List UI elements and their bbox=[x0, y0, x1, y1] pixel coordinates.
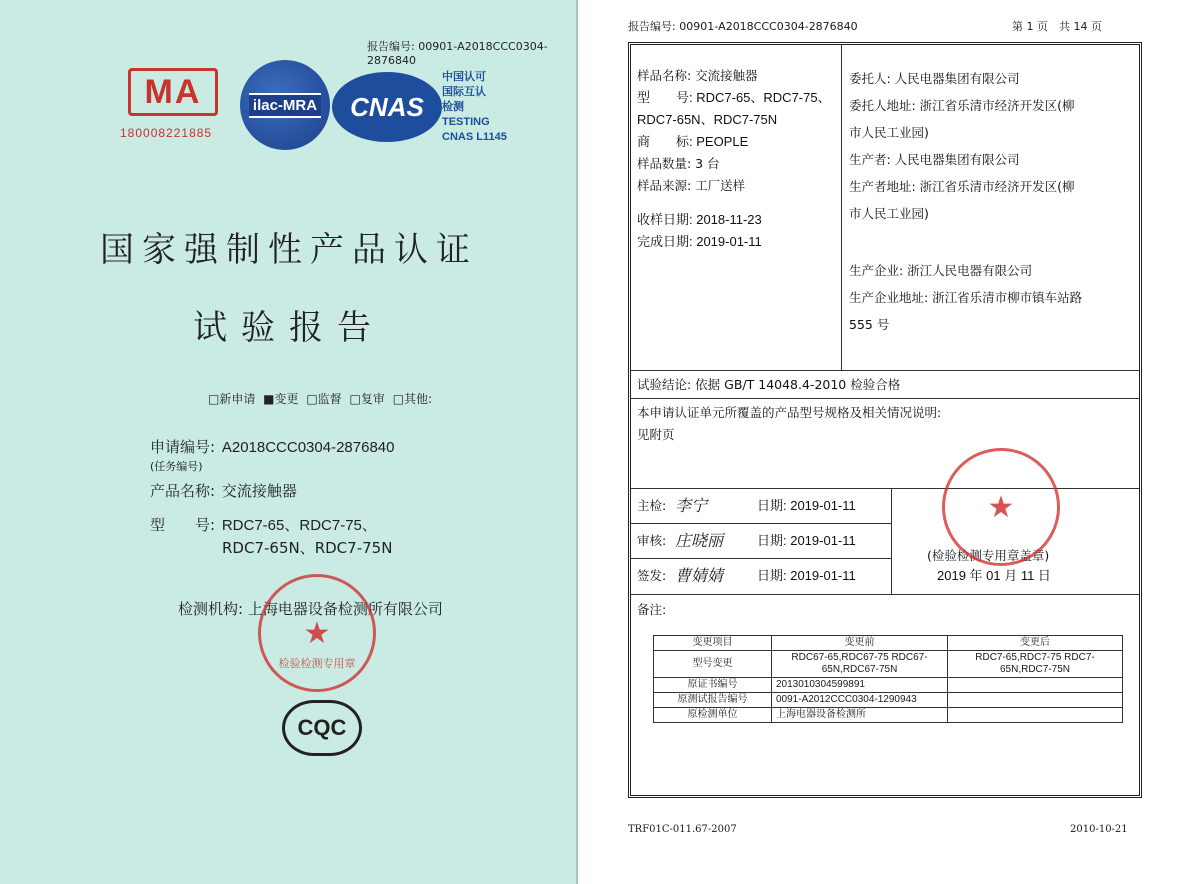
sample-quantity: 样品数量: 3 台 bbox=[637, 156, 720, 171]
header-cell: 变更后 bbox=[948, 636, 1123, 651]
model-value: RDC7-65、RDC7-75、 bbox=[221, 517, 377, 534]
sample-info-section bbox=[631, 45, 1139, 371]
scope-section bbox=[631, 399, 1139, 489]
option-supervision: □监督 bbox=[306, 392, 342, 406]
table-cell bbox=[948, 693, 1123, 708]
seal-star-icon: ★ bbox=[987, 489, 1015, 525]
issuer-label: 签发: bbox=[637, 568, 667, 583]
product-name-value: 交流接触器 bbox=[221, 483, 297, 500]
testing-lab-value: 上海电器设备检测所有限公司 bbox=[247, 600, 443, 618]
client-info bbox=[849, 65, 1139, 338]
issuer-signature: 曹婧婧 bbox=[675, 566, 724, 585]
received-date: 收样日期: 2018-11-23 bbox=[637, 212, 762, 227]
seal-star-icon: ★ bbox=[303, 615, 331, 651]
scope-label: 本申请认证单元所覆盖的产品型号规格及相关情况说明: bbox=[637, 405, 942, 420]
model bbox=[150, 514, 377, 535]
model-value-continued: RDC7-65N、RDC7-75N bbox=[222, 539, 393, 557]
stamp-caption: (检验检测专用章盖章) bbox=[927, 548, 1050, 563]
table-cell: 型号变更 bbox=[654, 651, 772, 678]
option-change: ■变更 bbox=[263, 392, 299, 406]
header-cell: 变更项目 bbox=[654, 636, 772, 651]
table-cell: 原测试报告编号 bbox=[654, 693, 772, 708]
cnas-text-line: CNAS L1145 bbox=[442, 131, 507, 143]
change-table-header bbox=[654, 636, 1123, 651]
product-name bbox=[150, 480, 297, 501]
application-number-value: A2018CCC0304-2876840 bbox=[221, 439, 395, 456]
reviewer-signature: 庄晓丽 bbox=[675, 531, 724, 550]
table-cell: 原证书编号 bbox=[654, 678, 772, 693]
task-number-label: (任务编号) bbox=[150, 460, 203, 473]
cover-report-number: 报告编号: 00901-A2018CCC0304-2876840 bbox=[367, 40, 548, 67]
table-cell: RDC7-65,RDC7-75 RDC7-65N,RDC7-75N bbox=[948, 651, 1123, 678]
table-row bbox=[654, 678, 1123, 693]
client: 委托人: 人民电器集团有限公司 bbox=[849, 71, 1020, 86]
remarks-label: 备注: bbox=[637, 602, 667, 617]
table-cell: 2013010304599891 bbox=[772, 678, 948, 693]
sample-info bbox=[637, 65, 841, 253]
cma-number: 180008221885 bbox=[120, 126, 213, 140]
cnas-text-line: 国际互认 bbox=[442, 86, 486, 98]
seal-text: 检验检测专用章 bbox=[278, 657, 356, 670]
table-row bbox=[654, 708, 1123, 723]
ilac-mra-logo bbox=[240, 60, 330, 150]
completed-date: 完成日期: 2019-01-11 bbox=[637, 234, 762, 249]
table-cell: 上海电器设备检测所 bbox=[772, 708, 948, 723]
cnas-text-line: 检测 bbox=[442, 101, 464, 113]
official-seal bbox=[258, 574, 376, 692]
option-new: □新申请 bbox=[208, 392, 256, 406]
producer-address: 生产者地址: 浙江省乐清市经济开发区(柳 bbox=[849, 179, 1075, 194]
table-cell: 原检测单位 bbox=[654, 708, 772, 723]
cnas-text-line: 中国认可 bbox=[442, 71, 486, 83]
chief-inspector-date: 日期: 2019-01-11 bbox=[757, 498, 856, 513]
testing-lab-label: 检测机构: bbox=[178, 600, 244, 618]
cma-mark: MA bbox=[128, 68, 218, 116]
issuer-date: 日期: 2019-01-11 bbox=[757, 568, 856, 583]
sample-source: 样品来源: 工厂送样 bbox=[637, 178, 746, 193]
producer-address-continued: 市人民工业园) bbox=[849, 206, 929, 221]
chief-inspector-signature: 李宁 bbox=[675, 496, 708, 515]
report-number: 报告编号: 00901-A2018CCC0304-2876840 bbox=[628, 20, 858, 33]
factory-address-continued: 555 号 bbox=[849, 317, 890, 332]
signature-section bbox=[631, 489, 1139, 595]
table-cell bbox=[948, 678, 1123, 693]
sample-name: 样品名称: 交流接触器 bbox=[637, 68, 758, 83]
application-number bbox=[150, 436, 394, 457]
cnas-text-line: TESTING bbox=[442, 116, 490, 128]
stamp-date: 2019 年 01 月 11 日 bbox=[937, 568, 1051, 583]
application-type-options bbox=[208, 390, 436, 407]
table-cell bbox=[948, 708, 1123, 723]
reviewer-date: 日期: 2019-01-11 bbox=[757, 533, 856, 548]
cnas-logo: CNAS bbox=[332, 72, 442, 142]
table-row bbox=[654, 693, 1123, 708]
table-cell: 0091-A2012CCC0304-1290943 bbox=[772, 693, 948, 708]
cover-subtitle: 试验报告 bbox=[193, 308, 385, 348]
change-table bbox=[653, 635, 1123, 723]
report-frame bbox=[628, 42, 1142, 798]
option-other: □其他: bbox=[392, 392, 433, 406]
page-number: 第 1 页 共 14 页 bbox=[1012, 20, 1102, 33]
report-page bbox=[590, 0, 1200, 884]
factory: 生产企业: 浙江人民电器有限公司 bbox=[849, 263, 1033, 278]
chief-inspector-label: 主检: bbox=[637, 498, 667, 513]
table-row bbox=[654, 651, 1123, 678]
producer: 生产者: 人民电器集团有限公司 bbox=[849, 152, 1020, 167]
application-number-label: 申请编号: bbox=[150, 438, 216, 456]
form-date: 2010-10-21 bbox=[1070, 824, 1128, 835]
header-cell: 变更前 bbox=[772, 636, 948, 651]
product-name-label: 产品名称: bbox=[150, 482, 216, 500]
certification-logos bbox=[120, 58, 540, 158]
scope-value: 见附页 bbox=[637, 427, 675, 442]
cnas-text bbox=[442, 70, 507, 145]
client-address: 委托人地址: 浙江省乐清市经济开发区(柳 bbox=[849, 98, 1075, 113]
option-review: □复审 bbox=[349, 392, 385, 406]
cma-logo bbox=[120, 68, 225, 158]
reviewer-label: 审核: bbox=[637, 533, 667, 548]
factory-address: 生产企业地址: 浙江省乐清市柳市镇车站路 bbox=[849, 290, 1083, 305]
form-code: TRF01C-011.67-2007 bbox=[628, 824, 737, 835]
ilac-mark: ilac-MRA bbox=[249, 93, 321, 118]
cqc-logo: CQC bbox=[282, 700, 362, 756]
sample-model: 型 号: RDC7-65、RDC7-75、 bbox=[637, 90, 831, 105]
cover-title: 国家强制性产品认证 bbox=[100, 230, 478, 270]
model-label: 型 号: bbox=[150, 516, 216, 534]
client-address-continued: 市人民工业园) bbox=[849, 125, 929, 140]
test-conclusion: 试验结论: 依据 GB/T 14048.4-2010 检验合格 bbox=[631, 371, 1139, 399]
cover-page bbox=[0, 0, 578, 884]
official-seal bbox=[942, 448, 1060, 566]
sample-model-continued: RDC7-65N、RDC7-75N bbox=[637, 112, 778, 127]
table-cell: RDC67-65,RDC67-75 RDC67-65N,RDC67-75N bbox=[772, 651, 948, 678]
sample-brand: 商 标: PEOPLE bbox=[637, 134, 749, 149]
